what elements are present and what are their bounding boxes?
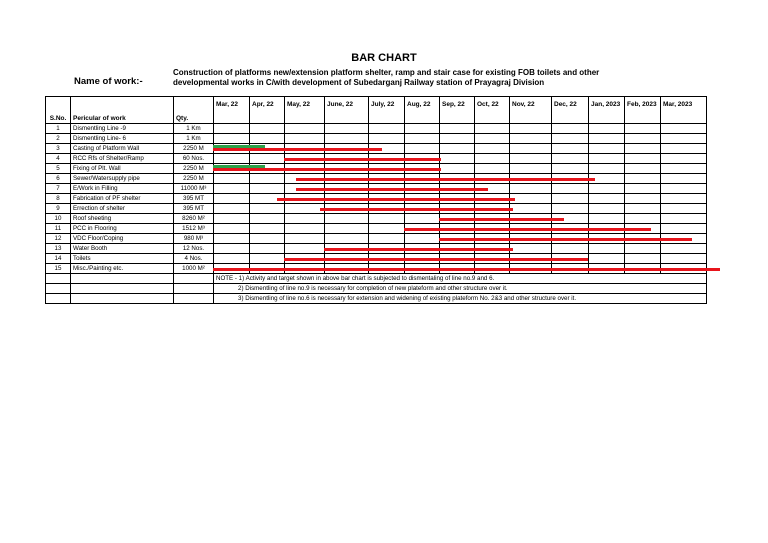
row-qty: 60 Nos. xyxy=(174,154,214,164)
month-cell xyxy=(285,164,325,174)
header-month: Sep, 22 xyxy=(440,97,475,124)
month-cell xyxy=(250,254,285,264)
month-cell xyxy=(661,124,707,134)
month-cell xyxy=(552,234,589,244)
month-cell xyxy=(552,244,589,254)
month-cell xyxy=(475,184,510,194)
month-cell xyxy=(475,234,510,244)
month-cell xyxy=(405,164,440,174)
month-cell xyxy=(405,184,440,194)
month-cell xyxy=(661,264,707,274)
row-work: Dismentling Line- 6 xyxy=(71,134,174,144)
row-qty: 980 M³ xyxy=(174,234,214,244)
table-row xyxy=(46,214,707,224)
row-sno: 5 xyxy=(46,164,71,174)
month-cell xyxy=(475,174,510,184)
month-cell xyxy=(440,194,475,204)
row-work: E/Work in Filling xyxy=(71,184,174,194)
month-cell xyxy=(405,194,440,204)
month-cell xyxy=(625,194,661,204)
month-cell xyxy=(440,174,475,184)
month-cell xyxy=(285,144,325,154)
month-cell xyxy=(589,184,625,194)
table-row xyxy=(46,154,707,164)
month-cell xyxy=(589,124,625,134)
row-sno: 10 xyxy=(46,214,71,224)
month-cell xyxy=(552,204,589,214)
row-qty: 4 Nos. xyxy=(174,254,214,264)
header-month: Jan, 2023 xyxy=(589,97,625,124)
month-cell xyxy=(250,154,285,164)
month-cell xyxy=(625,164,661,174)
row-work: Sewer/Watersupply pipe xyxy=(71,174,174,184)
page-title: BAR CHART xyxy=(351,52,417,64)
month-cell xyxy=(325,174,369,184)
month-cell xyxy=(625,244,661,254)
note-row xyxy=(46,274,707,284)
month-cell xyxy=(285,154,325,164)
month-cell xyxy=(285,124,325,134)
month-cell xyxy=(589,134,625,144)
row-sno: 4 xyxy=(46,154,71,164)
table-row xyxy=(46,184,707,194)
month-cell xyxy=(510,124,552,134)
row-sno: 3 xyxy=(46,144,71,154)
month-cell xyxy=(661,164,707,174)
month-cell xyxy=(214,224,250,234)
month-cell xyxy=(405,144,440,154)
month-cell xyxy=(325,234,369,244)
month-cell xyxy=(475,244,510,254)
row-qty: 1 Km xyxy=(174,124,214,134)
month-cell xyxy=(325,164,369,174)
month-cell xyxy=(661,194,707,204)
work-description-line-2: developmental works in C/with development of Subedarganj Railway station of Prayagraj Division xyxy=(173,78,545,87)
month-cell xyxy=(214,174,250,184)
bar-chart-table xyxy=(45,96,707,304)
month-cell xyxy=(250,244,285,254)
month-cell xyxy=(285,264,325,274)
month-cell xyxy=(440,144,475,154)
row-work: Misc./Painting etc. xyxy=(71,264,174,274)
month-cell xyxy=(214,154,250,164)
table-row xyxy=(46,194,707,204)
month-cell xyxy=(475,214,510,224)
row-sno: 11 xyxy=(46,224,71,234)
row-qty: 2250 M xyxy=(174,144,214,154)
month-cell xyxy=(552,154,589,164)
row-qty: 2250 M xyxy=(174,164,214,174)
row-work: Casting of Platform Wall xyxy=(71,144,174,154)
month-cell xyxy=(661,184,707,194)
work-description-line-1: Construction of platforms new/extension platform shelter, ramp and stair case for existing FOB toilets and other xyxy=(173,68,600,77)
month-cell xyxy=(510,254,552,264)
note-blank xyxy=(174,274,214,284)
month-cell xyxy=(250,234,285,244)
work-description xyxy=(173,68,693,88)
month-cell xyxy=(510,214,552,224)
month-cell xyxy=(589,164,625,174)
month-cell xyxy=(661,134,707,144)
month-cell xyxy=(369,124,405,134)
header-month: Nov, 22 xyxy=(510,97,552,124)
month-cell xyxy=(510,154,552,164)
header-qty: Qty. xyxy=(174,97,214,124)
month-cell xyxy=(510,134,552,144)
month-cell xyxy=(475,124,510,134)
note-blank xyxy=(71,274,174,284)
row-sno: 6 xyxy=(46,174,71,184)
month-cell xyxy=(369,254,405,264)
month-cell xyxy=(214,264,250,274)
month-cell xyxy=(625,174,661,184)
month-cell xyxy=(589,174,625,184)
month-cell xyxy=(440,184,475,194)
month-cell xyxy=(552,254,589,264)
header-sno: S.No. xyxy=(46,97,71,124)
month-cell xyxy=(552,184,589,194)
month-cell xyxy=(589,254,625,264)
month-cell xyxy=(440,164,475,174)
month-cell xyxy=(510,234,552,244)
note-row xyxy=(46,294,707,304)
month-cell xyxy=(625,224,661,234)
month-cell xyxy=(325,154,369,164)
row-work: Toilets xyxy=(71,254,174,264)
month-cell xyxy=(475,204,510,214)
row-sno: 9 xyxy=(46,204,71,214)
note-row xyxy=(46,284,707,294)
row-qty: 1 Km xyxy=(174,134,214,144)
month-cell xyxy=(285,184,325,194)
month-cell xyxy=(214,164,250,174)
month-cell xyxy=(405,244,440,254)
month-cell xyxy=(285,234,325,244)
month-cell xyxy=(589,224,625,234)
month-cell xyxy=(405,134,440,144)
month-cell xyxy=(250,124,285,134)
month-cell xyxy=(440,214,475,224)
month-cell xyxy=(214,204,250,214)
header-month: Mar, 2023 xyxy=(661,97,707,124)
month-cell xyxy=(250,184,285,194)
month-cell xyxy=(369,164,405,174)
month-cell xyxy=(440,224,475,234)
month-cell xyxy=(325,224,369,234)
row-sno: 1 xyxy=(46,124,71,134)
month-cell xyxy=(325,134,369,144)
month-cell xyxy=(661,254,707,264)
note-text: NOTE - 1) Activity and target shown in above bar chart is subjected to dismentaling of line no.9 and 6. xyxy=(214,274,707,284)
month-cell xyxy=(661,224,707,234)
month-cell xyxy=(625,154,661,164)
month-cell xyxy=(510,204,552,214)
month-cell xyxy=(325,204,369,214)
row-work: Roof sheeting xyxy=(71,214,174,224)
month-cell xyxy=(250,204,285,214)
row-qty: 11000 M³ xyxy=(174,184,214,194)
table-row xyxy=(46,234,707,244)
month-cell xyxy=(405,254,440,264)
row-work: Errection of shelter xyxy=(71,204,174,214)
month-cell xyxy=(405,214,440,224)
month-cell xyxy=(250,264,285,274)
month-cell xyxy=(405,264,440,274)
month-cell xyxy=(552,224,589,234)
row-sno: 15 xyxy=(46,264,71,274)
month-cell xyxy=(325,244,369,254)
header-month: Dec, 22 xyxy=(552,97,589,124)
month-cell xyxy=(325,254,369,264)
month-cell xyxy=(369,154,405,164)
row-work: Fabrication of PF shelter xyxy=(71,194,174,204)
row-qty: 1000 M² xyxy=(174,264,214,274)
month-cell xyxy=(405,234,440,244)
month-cell xyxy=(475,254,510,264)
row-sno: 12 xyxy=(46,234,71,244)
month-cell xyxy=(661,204,707,214)
note-blank xyxy=(174,294,214,304)
row-work: RCC Rfs of Shelter/Ramp xyxy=(71,154,174,164)
month-cell xyxy=(250,134,285,144)
month-cell xyxy=(552,194,589,204)
table-row xyxy=(46,134,707,144)
row-work: Fixing of Plt. Wall xyxy=(71,164,174,174)
month-cell xyxy=(214,214,250,224)
month-cell xyxy=(475,194,510,204)
month-cell xyxy=(325,124,369,134)
table-row xyxy=(46,164,707,174)
month-cell xyxy=(369,144,405,154)
month-cell xyxy=(552,214,589,224)
month-cell xyxy=(661,214,707,224)
month-cell xyxy=(250,194,285,204)
month-cell xyxy=(510,194,552,204)
header-month: July, 22 xyxy=(369,97,405,124)
month-cell xyxy=(440,134,475,144)
month-cell xyxy=(440,254,475,264)
row-sno: 2 xyxy=(46,134,71,144)
month-cell xyxy=(475,134,510,144)
month-cell xyxy=(285,174,325,184)
month-cell xyxy=(625,234,661,244)
month-cell xyxy=(625,134,661,144)
month-cell xyxy=(214,184,250,194)
month-cell xyxy=(510,244,552,254)
month-cell xyxy=(250,224,285,234)
note-blank xyxy=(174,284,214,294)
note-blank xyxy=(46,294,71,304)
month-cell xyxy=(552,164,589,174)
month-cell xyxy=(325,214,369,224)
month-cell xyxy=(625,264,661,274)
header-month: Aug, 22 xyxy=(405,97,440,124)
row-work: Water Booth xyxy=(71,244,174,254)
note-text: 3) Dismentling of line no.6 is necessary for extension and widening of existing plateform No. 2&3 and other structure over it. xyxy=(214,294,707,304)
month-cell xyxy=(285,194,325,204)
row-sno: 13 xyxy=(46,244,71,254)
table-row xyxy=(46,224,707,234)
month-cell xyxy=(510,184,552,194)
table-row xyxy=(46,264,707,274)
month-cell xyxy=(285,244,325,254)
month-cell xyxy=(285,204,325,214)
month-cell xyxy=(625,124,661,134)
month-cell xyxy=(661,174,707,184)
month-cell xyxy=(510,224,552,234)
month-cell xyxy=(285,254,325,264)
month-cell xyxy=(440,244,475,254)
month-cell xyxy=(510,144,552,154)
month-cell xyxy=(589,244,625,254)
note-blank xyxy=(71,284,174,294)
month-cell xyxy=(405,124,440,134)
month-cell xyxy=(589,154,625,164)
month-cell xyxy=(369,184,405,194)
month-cell xyxy=(369,214,405,224)
row-qty: 12 Nos. xyxy=(174,244,214,254)
table-row xyxy=(46,254,707,264)
table-row xyxy=(46,204,707,214)
month-cell xyxy=(625,144,661,154)
month-cell xyxy=(369,244,405,254)
month-cell xyxy=(214,234,250,244)
header-month: Apr, 22 xyxy=(250,97,285,124)
month-cell xyxy=(405,154,440,164)
note-blank xyxy=(46,274,71,284)
month-cell xyxy=(250,164,285,174)
month-cell xyxy=(589,234,625,244)
month-cell xyxy=(440,124,475,134)
month-cell xyxy=(510,174,552,184)
month-cell xyxy=(475,144,510,154)
month-cell xyxy=(625,214,661,224)
month-cell xyxy=(589,194,625,204)
header-month: Mar, 22 xyxy=(214,97,250,124)
month-cell xyxy=(552,144,589,154)
month-cell xyxy=(552,264,589,274)
month-cell xyxy=(285,134,325,144)
month-cell xyxy=(589,264,625,274)
month-cell xyxy=(589,144,625,154)
month-cell xyxy=(589,204,625,214)
month-cell xyxy=(475,264,510,274)
note-blank xyxy=(71,294,174,304)
month-cell xyxy=(475,224,510,234)
month-cell xyxy=(369,134,405,144)
month-cell xyxy=(405,224,440,234)
month-cell xyxy=(440,234,475,244)
header-month: June, 22 xyxy=(325,97,369,124)
month-cell xyxy=(552,124,589,134)
month-cell xyxy=(325,144,369,154)
header-month: Oct, 22 xyxy=(475,97,510,124)
name-of-work-label: Name of work:- xyxy=(74,76,143,87)
month-cell xyxy=(325,184,369,194)
month-cell xyxy=(661,144,707,154)
month-cell xyxy=(625,184,661,194)
row-sno: 8 xyxy=(46,194,71,204)
row-qty: 395 MT xyxy=(174,204,214,214)
month-cell xyxy=(250,174,285,184)
month-cell xyxy=(214,144,250,154)
month-cell xyxy=(405,204,440,214)
header-month: May, 22 xyxy=(285,97,325,124)
month-cell xyxy=(440,264,475,274)
month-cell xyxy=(214,124,250,134)
month-cell xyxy=(552,174,589,184)
month-cell xyxy=(369,234,405,244)
row-qty: 2250 M xyxy=(174,174,214,184)
table-row xyxy=(46,174,707,184)
row-sno: 7 xyxy=(46,184,71,194)
month-cell xyxy=(214,194,250,204)
note-text: 2) Dismentling of line no.9 is necessary for completion of new plateform and other structure over it. xyxy=(214,284,707,294)
month-cell xyxy=(369,204,405,214)
month-cell xyxy=(250,144,285,154)
month-cell xyxy=(510,264,552,274)
table-row xyxy=(46,124,707,134)
month-cell xyxy=(475,154,510,164)
month-cell xyxy=(661,234,707,244)
month-cell xyxy=(440,204,475,214)
month-cell xyxy=(325,194,369,204)
month-cell xyxy=(405,174,440,184)
month-cell xyxy=(440,154,475,164)
month-cell xyxy=(325,264,369,274)
header-month: Feb, 2023 xyxy=(625,97,661,124)
note-blank xyxy=(46,284,71,294)
month-cell xyxy=(475,164,510,174)
month-cell xyxy=(369,264,405,274)
month-cell xyxy=(285,224,325,234)
header-row xyxy=(46,97,707,124)
table-row xyxy=(46,244,707,254)
table-row xyxy=(46,144,707,154)
month-cell xyxy=(214,254,250,264)
month-cell xyxy=(214,134,250,144)
row-sno: 14 xyxy=(46,254,71,264)
month-cell xyxy=(589,214,625,224)
month-cell xyxy=(625,254,661,264)
month-cell xyxy=(625,204,661,214)
header-particular: Pericular of work xyxy=(71,97,174,124)
month-cell xyxy=(369,194,405,204)
month-cell xyxy=(369,174,405,184)
row-qty: 8260 M² xyxy=(174,214,214,224)
month-cell xyxy=(250,214,285,224)
row-work: VDC Floor/Coping xyxy=(71,234,174,244)
month-cell xyxy=(661,154,707,164)
month-cell xyxy=(285,214,325,224)
row-qty: 395 MT xyxy=(174,194,214,204)
month-cell xyxy=(369,224,405,234)
month-cell xyxy=(661,244,707,254)
month-cell xyxy=(510,164,552,174)
month-cell xyxy=(552,134,589,144)
month-cell xyxy=(214,244,250,254)
row-qty: 1512 M³ xyxy=(174,224,214,234)
row-work: Dismentling Line -9 xyxy=(71,124,174,134)
row-work: PCC in Flooring xyxy=(71,224,174,234)
